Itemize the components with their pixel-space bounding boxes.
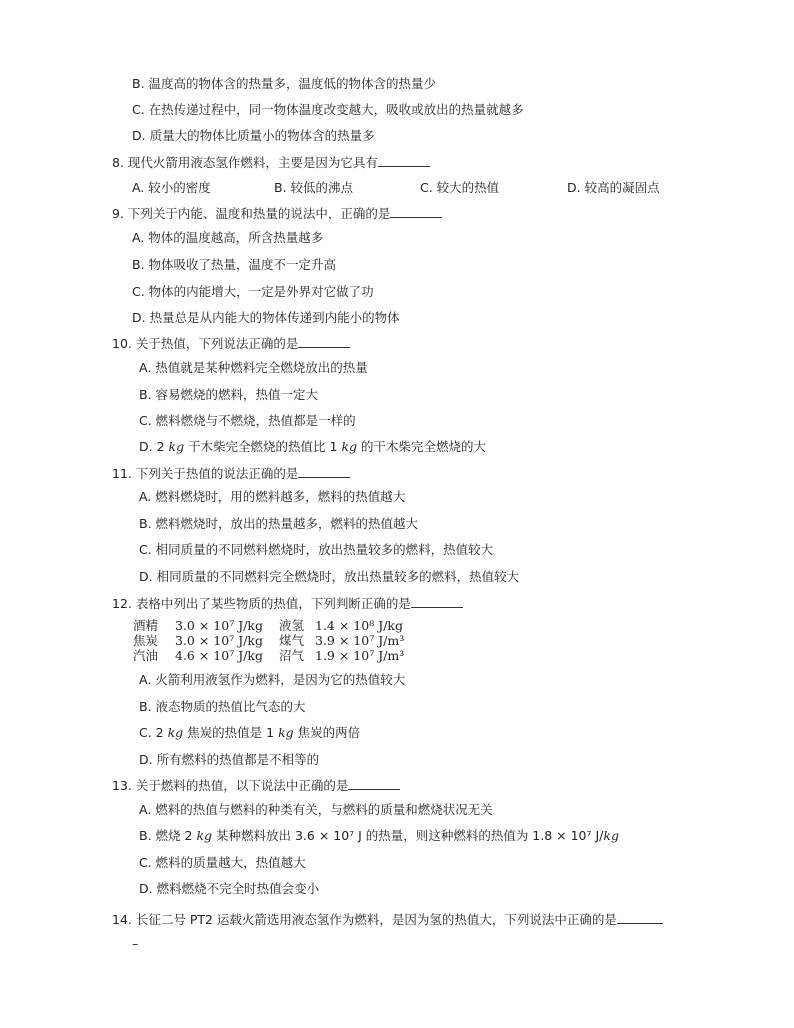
question-stem: 10. 关于热值，下列说法正确的是 — [112, 336, 299, 351]
unit: kg — [278, 725, 294, 740]
table-cell: 焦炭 — [133, 633, 159, 648]
question-12 — [112, 595, 463, 613]
table-cell: 沼气 — [279, 648, 305, 663]
table-cell: 3.0 × 10⁷ J/kg — [175, 633, 263, 648]
unit: kg — [603, 828, 619, 843]
answer-blank — [348, 777, 400, 790]
question-8 — [112, 154, 430, 172]
unit: kg — [341, 439, 358, 454]
table-row — [133, 648, 404, 663]
question-10 — [112, 335, 350, 353]
option-d: D. 燃料燃烧不完全时热值会变小 — [139, 881, 320, 896]
table-row — [133, 633, 404, 648]
option-c — [139, 724, 360, 742]
option-c: C. 在热传递过程中，同一物体温度改变越大，吸收或放出的热量就越多 — [132, 102, 524, 117]
answer-blank — [298, 465, 350, 478]
answer-blank — [378, 154, 430, 167]
heat-value-table — [133, 618, 404, 663]
table-cell: 液氢 — [279, 618, 305, 633]
option-text: 焦炭的热值是 1 — [183, 725, 279, 740]
option-b — [139, 827, 619, 845]
unit: kg — [167, 725, 184, 740]
option-d: D. 较高的凝固点 — [567, 180, 660, 195]
table-cell: 煤气 — [279, 633, 305, 648]
table-cell: 1.4 × 10⁸ J/kg — [315, 618, 403, 633]
unit: kg — [196, 828, 213, 843]
option-a: A. 较小的密度 — [132, 180, 211, 195]
question-11 — [112, 465, 350, 483]
option-c: C. 燃料的质量越大，热值越大 — [139, 855, 306, 870]
option-text: 某种燃料放出 3.6 × 10⁷ J 的热量，则这种燃料的热值为 1.8 × 10⁷ J/ — [212, 828, 604, 843]
option-c: C. 较大的热值 — [420, 180, 500, 195]
option-d — [139, 438, 486, 456]
table-cell: 汽油 — [133, 648, 159, 663]
option-d: D. 热量总是从内能大的物体传递到内能小的物体 — [132, 310, 400, 325]
option-text: 的干木柴完全燃烧的大 — [357, 439, 487, 454]
option-b: B. 较低的沸点 — [274, 180, 354, 195]
table-cell: 3.0 × 10⁷ J/kg — [175, 618, 263, 633]
option-d: D. 所有燃料的热值都是不相等的 — [139, 752, 320, 767]
answer-blank — [617, 911, 663, 924]
table-cell: 4.6 × 10⁷ J/kg — [175, 648, 263, 663]
option-c: C. 物体的内能增大，一定是外界对它做了功 — [132, 284, 374, 299]
option-text: B. 燃烧 2 — [139, 828, 197, 843]
option-b: B. 燃料燃烧时，放出的热量越多，燃料的热值越大 — [139, 516, 419, 531]
unit: kg — [168, 439, 185, 454]
option-a: A. 燃料燃烧时，用的燃料越多，燃料的热值越大 — [139, 489, 406, 504]
question-14 — [112, 911, 663, 929]
table-cell: 1.9 × 10⁷ J/m³ — [315, 648, 405, 663]
question-stem: 14. 长征二号 PT2 运载火箭选用液态氢作为燃料，是因为氢的热值大，下列说法中正确的是 — [112, 912, 617, 927]
option-a: A. 燃料的热值与燃料的种类有关，与燃料的质量和燃烧状况无关 — [139, 802, 493, 817]
option-b: B. 温度高的物体含的热量多，温度低的物体含的热量少 — [132, 76, 437, 91]
answer-blank — [298, 335, 350, 348]
blank-continuation: – — [132, 936, 139, 951]
option-b: B. 容易燃烧的燃料，热值一定大 — [139, 387, 319, 402]
option-b: B. 物体吸收了热量，温度不一定升高 — [132, 257, 337, 272]
option-c: C. 燃料燃烧与不燃烧，热值都是一样的 — [139, 413, 356, 428]
question-stem: 11. 下列关于热值的说法正确的是 — [112, 466, 299, 481]
question-stem: 13. 关于燃料的热值，以下说法中正确的是 — [112, 778, 349, 793]
option-text: 焦炭的两倍 — [293, 725, 361, 740]
option-a: A. 热值就是某种燃料完全燃烧放出的热量 — [139, 360, 368, 375]
option-text: D. 2 — [139, 439, 169, 454]
option-a: A. 物体的温度越高，所含热量越多 — [132, 230, 324, 245]
question-stem: 12. 表格中列出了某些物质的热值，下列判断正确的是 — [112, 596, 411, 611]
table-row — [133, 618, 404, 633]
option-a: A. 火箭利用液氢作为燃料，是因为它的热值较大 — [139, 672, 406, 687]
question-stem: 8. 现代火箭用液态氢作燃料，主要是因为它具有 — [112, 155, 378, 170]
option-text: C. 2 — [139, 725, 168, 740]
option-d: D. 相同质量的不同燃料完全燃烧时，放出热量较多的燃料，热值较大 — [139, 569, 520, 584]
question-13 — [112, 777, 400, 795]
question-9 — [112, 205, 442, 223]
question-stem: 9. 下列关于内能、温度和热量的说法中，正确的是 — [112, 206, 391, 221]
option-text: 干木柴完全燃烧的热值比 1 — [184, 439, 342, 454]
answer-blank — [411, 595, 463, 608]
option-d: D. 质量大的物体比质量小的物体含的热量多 — [132, 128, 375, 143]
option-b: B. 液态物质的热值比气态的大 — [139, 699, 306, 714]
answer-blank — [390, 205, 442, 218]
table-cell: 3.9 × 10⁷ J/m³ — [315, 633, 405, 648]
table-cell: 酒精 — [133, 618, 159, 633]
option-c: C. 相同质量的不同燃料燃烧时，放出热量较多的燃料，热值较大 — [139, 542, 494, 557]
